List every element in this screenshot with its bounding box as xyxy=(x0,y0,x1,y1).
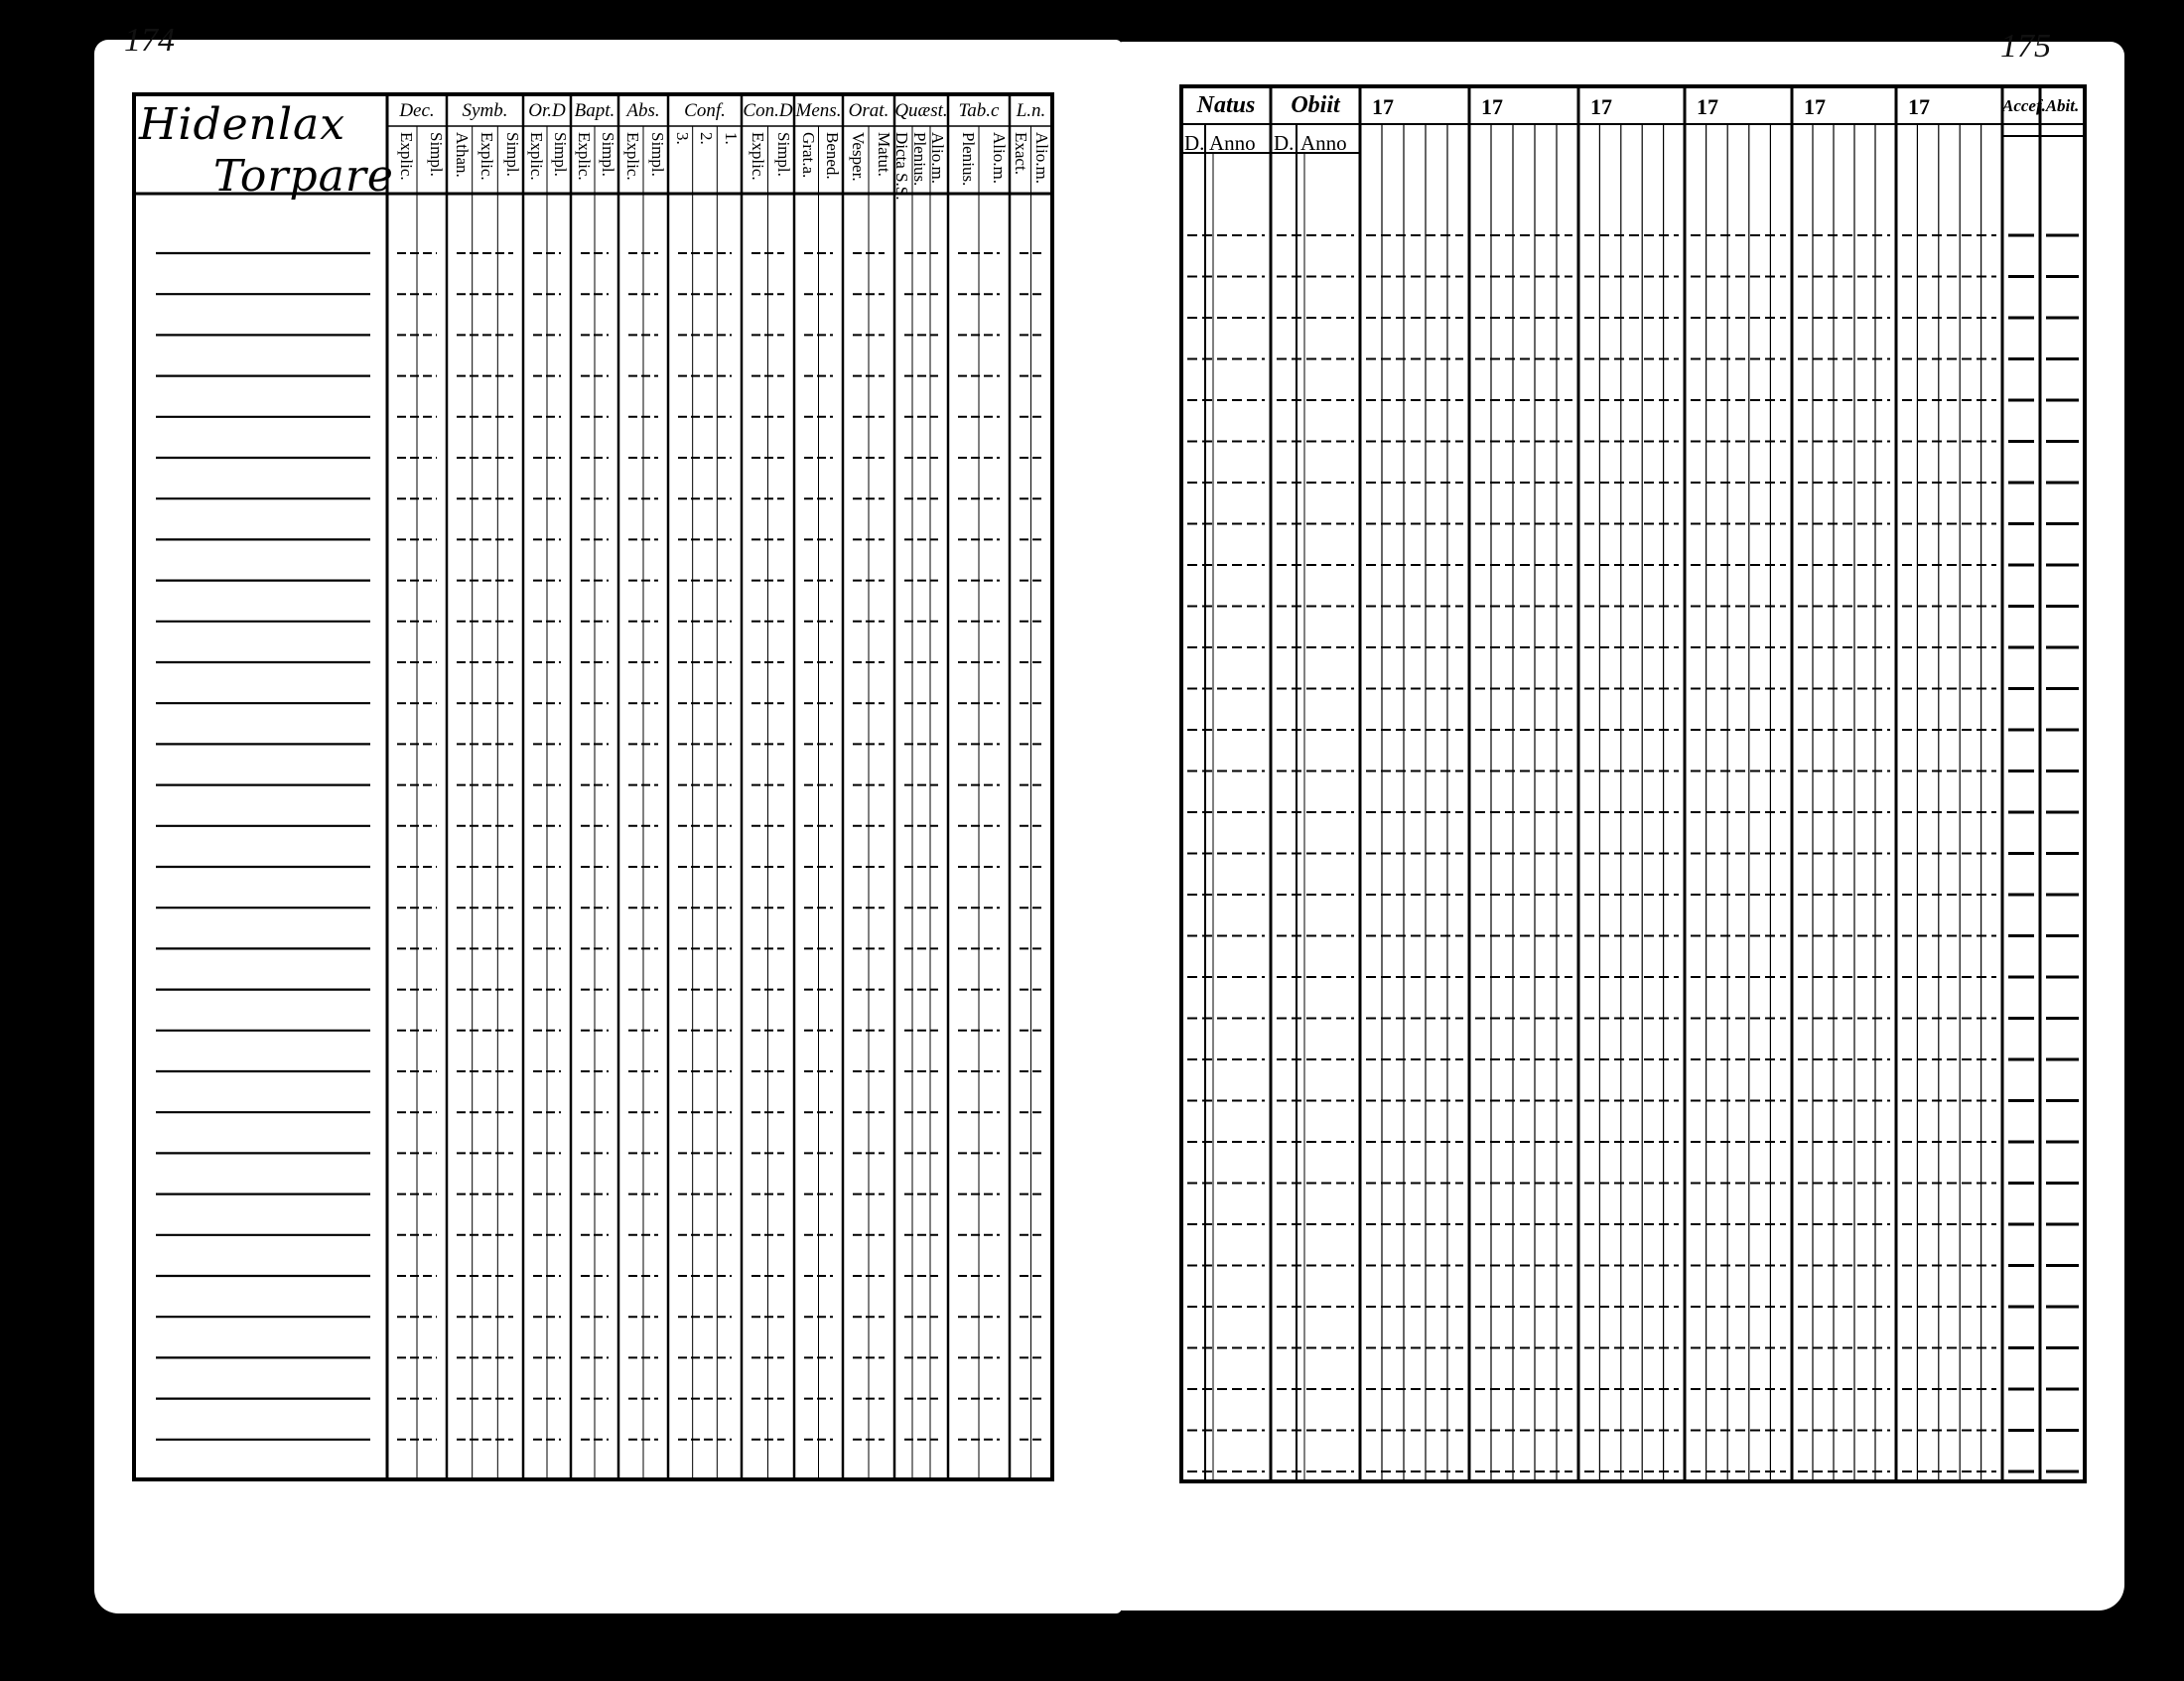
group-header: Natus xyxy=(1196,92,1256,118)
column-subheader: Explic. xyxy=(623,132,642,181)
column-subheader: Explic. xyxy=(397,132,416,181)
column-subheader: Explic. xyxy=(527,132,546,181)
column-subheader: Simpl. xyxy=(551,132,570,177)
column-subheader: Grat.a. xyxy=(798,132,818,179)
right-ruled-table xyxy=(1117,42,2124,1611)
page-number-left: 174 xyxy=(124,22,175,59)
column-subheader: Simpl. xyxy=(427,132,446,177)
group-subheader: Anno xyxy=(1209,131,1256,155)
column-subheader: Matut. xyxy=(875,132,893,177)
right-page xyxy=(1117,28,2124,1611)
column-header: Tab.c xyxy=(958,100,1000,121)
year-header: 17 xyxy=(1908,94,1930,119)
column-subheader: Explic. xyxy=(575,132,594,181)
column-header: Orat. xyxy=(848,100,889,121)
table-border xyxy=(1181,86,2085,1481)
group-subheader: Anno xyxy=(1300,131,1347,155)
column-subheader: Explic. xyxy=(478,132,497,181)
column-subheader: Plenius. xyxy=(959,132,978,187)
column-header: Dec. xyxy=(399,100,435,121)
column-header: Symb. xyxy=(462,100,508,121)
year-header: 17 xyxy=(1590,94,1612,119)
column-header: L.n. xyxy=(1016,100,1046,121)
left-page xyxy=(94,22,1122,1613)
column-header: Conf. xyxy=(684,100,726,121)
year-header: 17 xyxy=(1697,94,1718,119)
column-subheader: 3. xyxy=(672,132,692,145)
column-header: Con.D xyxy=(743,100,793,121)
column-subheader: Alio.m. xyxy=(990,132,1009,184)
column-subheader: 2. xyxy=(697,132,717,145)
column-subheader: Alio.m. xyxy=(928,132,947,184)
column-subheader: Alio.m. xyxy=(1032,132,1051,184)
handwritten-name-line-1: Hidenlax xyxy=(139,99,346,150)
column-header: Bapt. xyxy=(574,100,615,121)
column-subheader: Simpl. xyxy=(503,132,522,177)
group-subheader: D. xyxy=(1274,131,1295,155)
column-subheader: Explic. xyxy=(748,132,767,181)
year-header: 17 xyxy=(1481,94,1503,119)
column-subheader: Plenius. xyxy=(910,132,929,187)
end-column-header: Abit. xyxy=(2045,96,2080,115)
year-header: 17 xyxy=(1804,94,1826,119)
handwritten-name-line-2: Torpare xyxy=(213,151,394,202)
table-border xyxy=(134,94,1052,1479)
column-subheader: Dicta S.S. xyxy=(892,132,911,201)
column-subheader: Athan. xyxy=(452,132,472,178)
column-subheader: 1. xyxy=(722,132,741,145)
column-header: Abs. xyxy=(626,100,660,121)
column-subheader: Bened. xyxy=(823,132,842,180)
column-subheader: Vesper. xyxy=(849,132,868,182)
column-header: Mens. xyxy=(795,100,842,121)
group-subheader: D. xyxy=(1184,131,1205,155)
column-subheader: Simpl. xyxy=(774,132,793,177)
left-ruled-table xyxy=(94,40,1122,1613)
column-subheader: Simpl. xyxy=(599,132,617,177)
column-subheader: Simpl. xyxy=(648,132,667,177)
group-header: Obiit xyxy=(1291,92,1340,118)
column-subheader: Exact. xyxy=(1011,132,1030,175)
year-header: 17 xyxy=(1372,94,1394,119)
column-header: Or.D xyxy=(528,100,566,121)
column-header: Quæst. xyxy=(894,100,948,121)
end-column-header: Accef. xyxy=(2002,96,2046,115)
page-number-right: 175 xyxy=(2000,28,2051,65)
